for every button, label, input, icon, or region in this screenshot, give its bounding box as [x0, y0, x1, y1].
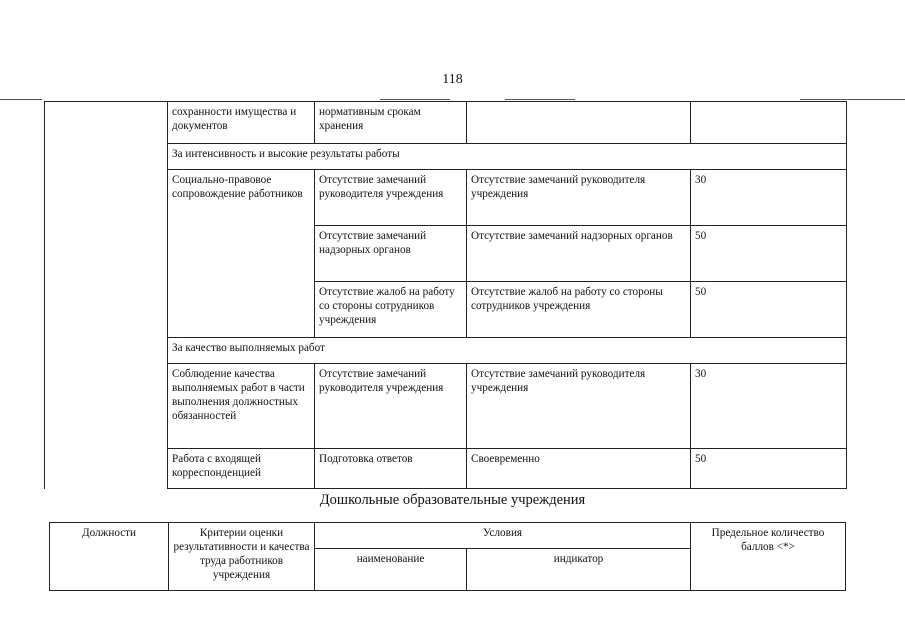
- criterion-cell: Работа с входящей корреспонденцией: [168, 449, 315, 489]
- indicator-cell: Отсутствие жалоб на работу со стороны сотрудников учреждения: [467, 282, 691, 338]
- condition-name-cell: Отсутствие жалоб на работу со стороны сотрудников учреждения: [315, 282, 467, 338]
- points-cell: 50: [691, 226, 847, 282]
- indicator-cell: Отсутствие замечаний надзорных органов: [467, 226, 691, 282]
- criterion-cell: сохранности имущества и документов: [168, 102, 315, 144]
- blank-position-cell: [45, 102, 168, 489]
- page-number: 118: [442, 72, 463, 87]
- points-cell: 30: [691, 364, 847, 449]
- header-position: Должности: [50, 523, 169, 591]
- scan-artifact-line: [380, 99, 450, 100]
- upper-table: [44, 101, 847, 489]
- table-row: [45, 102, 847, 144]
- criterion-cell: Социально-правовое сопровождение работников: [168, 170, 315, 338]
- indicator-cell: Своевременно: [467, 449, 691, 489]
- points-cell: [691, 102, 847, 144]
- header-indicator: индикатор: [467, 549, 691, 591]
- section-heading: За качество выполняемых работ: [168, 338, 847, 364]
- condition-name-cell: Отсутствие замечаний руководителя учреждения: [315, 364, 467, 449]
- condition-name-cell: Подготовка ответов: [315, 449, 467, 489]
- section-title: Дошкольные образовательные учреждения: [319, 492, 586, 508]
- lower-table: [49, 522, 846, 591]
- section-heading: За интенсивность и высокие результаты работы: [168, 144, 847, 170]
- header-criteria: Критерии оценки результативности и качества труда работников учреждения: [169, 523, 315, 591]
- header-row: [50, 523, 846, 549]
- condition-name-cell: Отсутствие замечаний руководителя учреждения: [315, 170, 467, 226]
- scan-artifact-line: [800, 99, 905, 100]
- condition-name-cell: Отсутствие замечаний надзорных органов: [315, 226, 467, 282]
- indicator-cell: Отсутствие замечаний руководителя учреждения: [467, 364, 691, 449]
- points-cell: 50: [691, 449, 847, 489]
- scan-artifact-line: [0, 99, 42, 100]
- scan-artifact-line: [505, 99, 575, 100]
- header-conditions: Условия: [315, 523, 691, 549]
- indicator-cell: Отсутствие замечаний руководителя учреждения: [467, 170, 691, 226]
- header-points: Предельное количество баллов <*>: [691, 523, 846, 591]
- condition-name-cell: нормативным срокам хранения: [315, 102, 467, 144]
- indicator-cell: [467, 102, 691, 144]
- points-cell: 30: [691, 170, 847, 226]
- points-cell: 50: [691, 282, 847, 338]
- header-condition-name: наименование: [315, 549, 467, 591]
- criterion-cell: Соблюдение качества выполняемых работ в части выполнения должностных обязанностей: [168, 364, 315, 449]
